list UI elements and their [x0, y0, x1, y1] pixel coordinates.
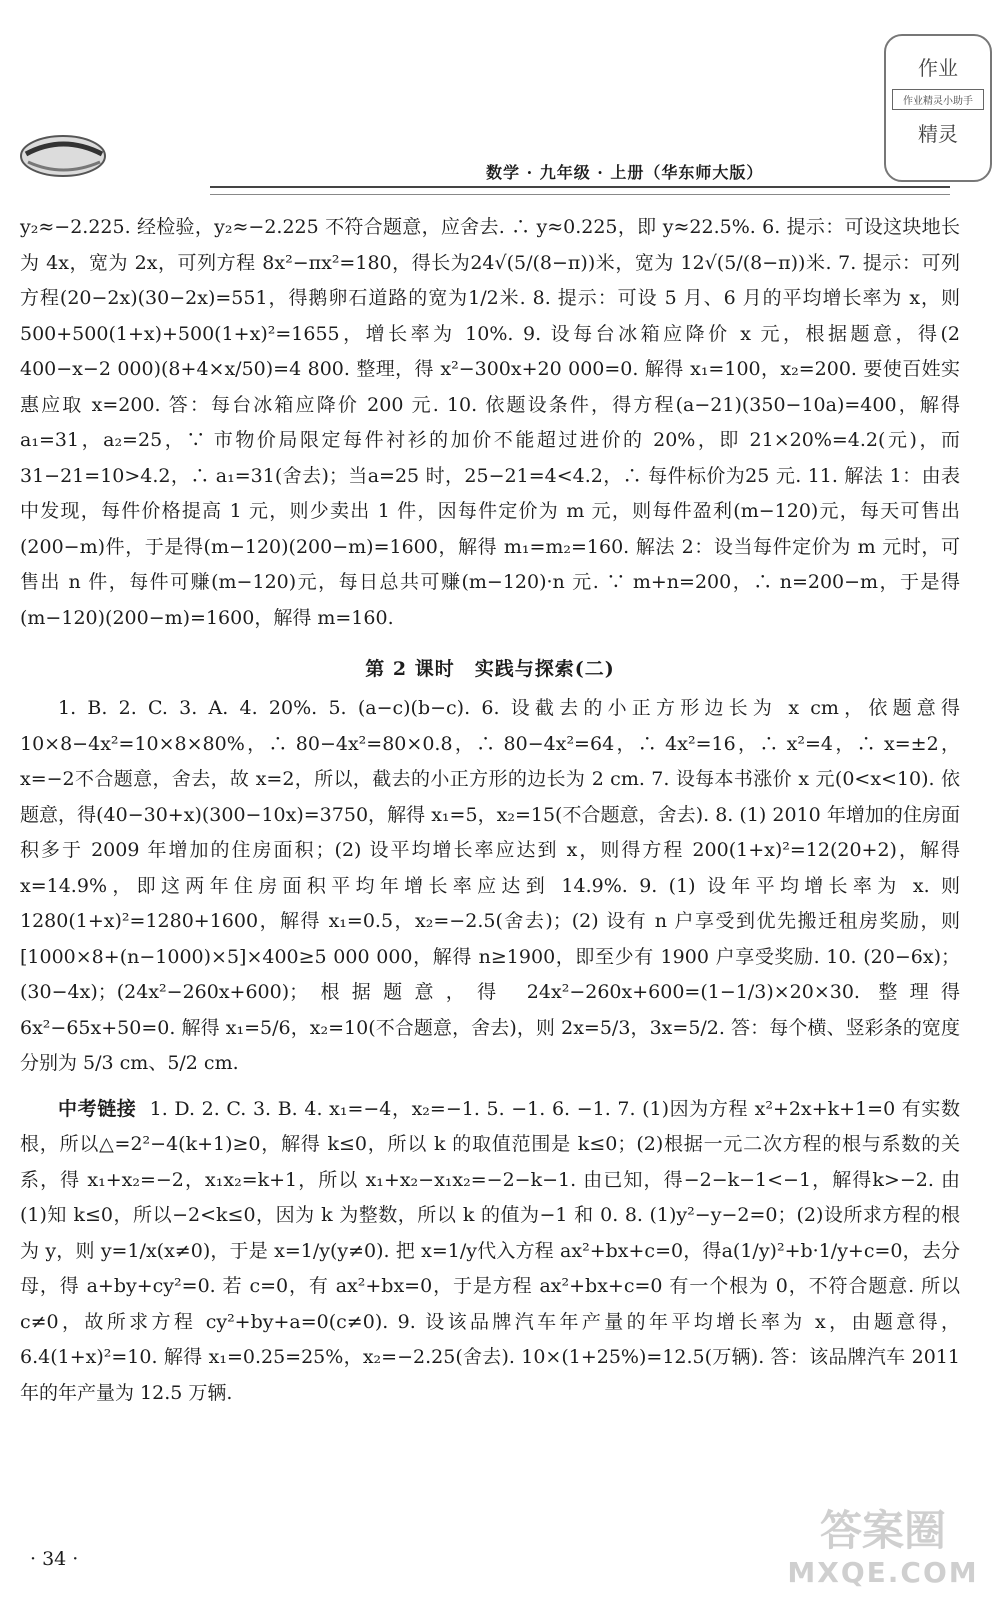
answer-block-1	[20, 210, 960, 636]
answer-paragraph-2: 1. B. 2. C. 3. A. 4. 20%. 5. (a−c)(b−c). 6. 设截去的小正方形边长为 x cm，依题意得10×8−4x²=10×8×80%，∴ 80−4x²=80×0.8，∴ 80−4x²=64，∴ 4x²=16，∴ x²=4，∴ x=±2，x=−2不合题意，舍去，故 x=2，所以，截去的小正方形的边长为 2 cm. 7. 设每本书涨价 x 元(0<x<10). 依题意，得(40−30+x)(300−10x)=3750，解得 x₁=5，x₂=15(不合题意，舍去). 8. (1) 2010 年增加的住房面积多于 2009 年增加的住房面积；(2) 设平均增长率应达到 x，则得方程 200(1+x)²=12(20+2)，解得 x=14.9%，即这两年住房面积平均年增长率应达到 14.9%. 9. (1) 设年平均增长率为 x. 则 1280(1+x)²=1280+1600，解得 x₁=0.5，x₂=−2.5(舍去)；(2) 设有 n 户享受到优先搬迁租房奖励，则[1000×8+(n−1000)×5]×400≥5 000 000，解得 n≥1900，即至少有 1900 户享受奖励. 10. (20−6x)；(30−4x)；(24x²−260x+600)；根据题意，得 24x²−260x+600=(1−1/3)×20×30. 整理得 6x²−65x+50=0. 解得 x₁=5/6，x₂=10(不合题意，舍去)，则 2x=5/3，3x=5/2. 答：每个横、竖彩条的宽度分别为 5/3 cm、5/2 cm.	[20, 697, 961, 1074]
page-header-title: 数学 · 九年级 · 上册（华东师大版）	[486, 163, 764, 182]
page-number: · 34 ·	[30, 1548, 79, 1570]
answer-block-3	[20, 1092, 960, 1412]
brand-stamp	[884, 34, 992, 182]
stamp-line-2: 作业精灵小助手	[892, 89, 984, 110]
stamp-line-3: 精灵	[918, 122, 958, 146]
answer-block-2	[20, 691, 960, 1082]
zhongkao-label: 中考链接	[58, 1097, 137, 1120]
site-watermark	[780, 1506, 986, 1592]
publisher-logo-icon	[18, 132, 108, 180]
header-rule	[210, 186, 950, 195]
answer-content	[20, 210, 960, 1411]
answer-paragraph-1: y₂≈−2.225. 经检验，y₂≈−2.225 不符合题意，应舍去. ∴ y≈0.225，即 y≈22.5%. 6. 提示：可设这块地长为 4x，宽为 2x，可列方程 8x²−πx²=180，得长为24√(5/(8−π))米，宽为 12√(5/(8−π))米. 7. 提示：可列方程(20−2x)(30−2x)=551，得鹅卵石道路的宽为1/2米. 8. 提示：可设 5 月、6 月的平均增长率为 x，则 500+500(1+x)+500(1+x)²=1655，增长率为 10%. 9. 设每台冰箱应降价 x 元，根据题意，得(2 400−x−2 000)(8+4×x/50)=4 800. 整理，得 x²−300x+20 000=0. 解得 x₁=100，x₂=200. 要使百姓实惠应取 x=200. 答：每台冰箱应降价 200 元. 10. 依题设条件，得方程(a−21)(350−10a)=400，解得 a₁=31，a₂=25，∵ 市物价局限定每件衬衫的加价不能超过进价的 20%，即 21×20%=4.2(元)，而 31−21=10>4.2，∴ a₁=31(舍去)；当a=25 时，25−21=4<4.2，∴ 每件标价为25 元. 11. 解法 1：由表中发现，每件价格提高 1 元，则少卖出 1 件，因每件定价为 m 元，则每件盈利(m−120)元，每天可售出(200−m)件，于是得(m−120)(200−m)=1600，解得 m₁=m₂=160. 解法 2：设当每件定价为 m 元时，可售出 n 件，每件可赚(m−120)元，每日总共可赚(m−120)·n 元. ∵ m+n=200，∴ n=200−m，于是得(m−120)(200−m)=1600，解得 m=160.	[20, 216, 960, 629]
watermark-line-1: 答案圈	[819, 1506, 946, 1555]
watermark-line-2: MXQE.COM	[787, 1556, 979, 1589]
answer-paragraph-3-text: 1. D. 2. C. 3. B. 4. x₁=−4，x₂=−1. 5. −1. 6. −1. 7. (1)因为方程 x²+2x+k+1=0 有实数根，所以△=2²−4(k+1)≥0，解得 k≤0，所以 k 的取值范围是 k≤0；(2)根据一元二次方程的根与系数的关系，得 x₁+x₂=−2，x₁x₂=k+1，所以 x₁+x₂−x₁x₂=−2−k−1. 由已知，得−2−k−1<−1，解得k>−2. 由(1)知 k≤0，所以−2<k≤0，因为 k 为整数，所以 k 的值为−1 和 0. 8. (1)y²−y−2=0；(2)设所求方程的根为 y，则 y=1/x(x≠0)，于是 x=1/y(y≠0). 把 x=1/y代入方程 ax²+bx+c=0，得a(1/y)²+b·1/y+c=0，去分母，得 a+by+cy²=0. 若 c=0，有 ax²+bx=0，于是方程 ax²+bx+c=0 有一个根为 0，不符合题意. 所以 c≠0，故所求方程 cy²+by+a=0(c≠0). 9. 设该品牌汽车年产量的年平均增长率为 x，由题意得，6.4(1+x)²=10. 解得 x₁=0.25=25%，x₂=−2.25(舍去). 10×(1+25%)=12.5(万辆). 答：该品牌汽车 2011 年的年产量为 12.5 万辆.	[20, 1097, 960, 1404]
section-title: 第 2 课时 实践与探索(二)	[365, 658, 615, 680]
answer-paragraph-3	[20, 1092, 960, 1412]
stamp-line-1: 作业	[918, 56, 958, 80]
